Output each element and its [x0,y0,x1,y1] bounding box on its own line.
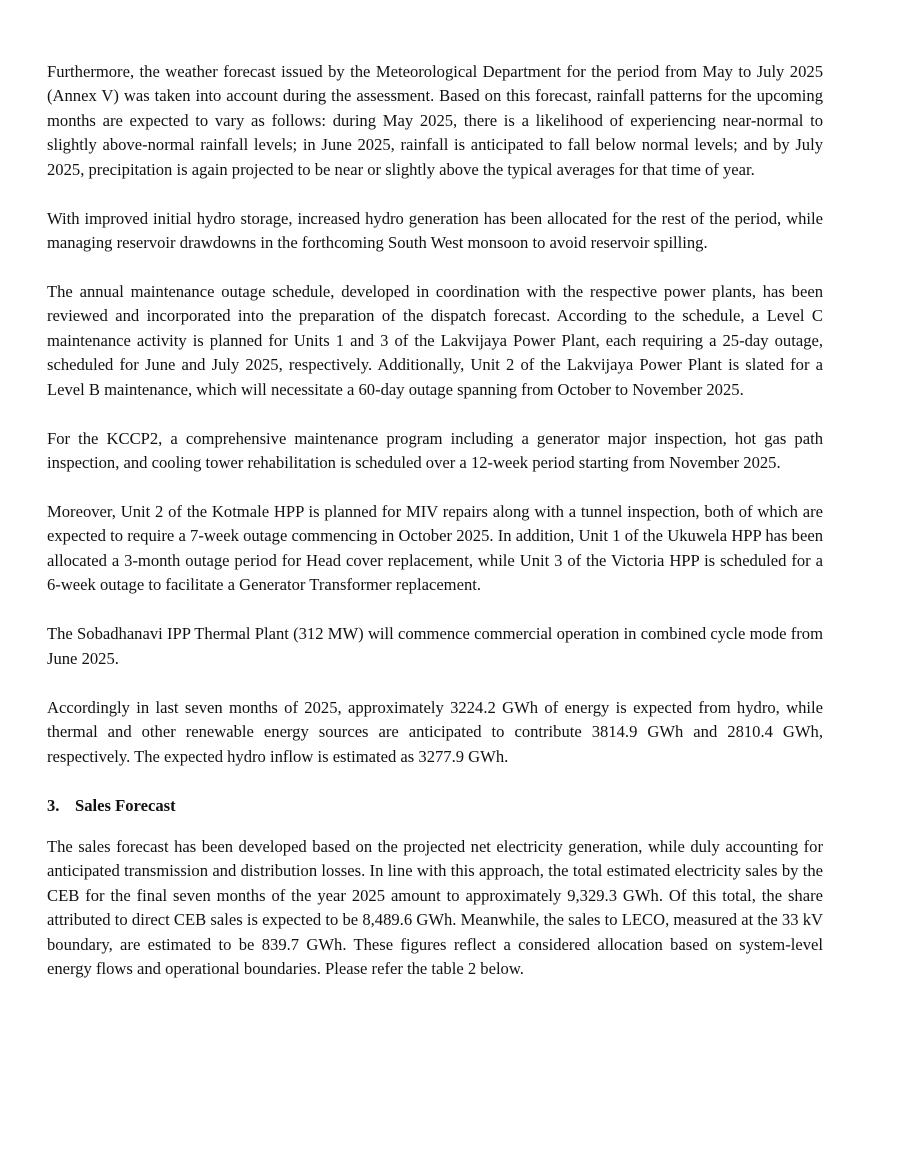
section-heading [47,794,823,818]
paragraph-kccp2: For the KCCP2, a comprehensive maintenance program including a generator major inspection, hot gas path inspection, and cooling tower rehabilitation is scheduled over a 12-week period starting from November 2025. [47,428,823,473]
section-number: 3. [47,795,60,815]
paragraph-hydro-storage: With improved initial hydro storage, increased hydro generation has been allocated for the rest of the period, while managing reservoir drawdowns in the forthcoming South West monsoon to avoid reservoir spilling. [47,208,823,253]
paragraph-weather-forecast: Furthermore, the weather forecast issued by the Meteorological Department for the period from May to July 2025 (Annex V) was taken into account during the assessment. Based on this forecast, rainfall patterns for the upcoming months are expected to vary as follows: during May 2025, there is a likelihood of experiencing near-normal to slightly above-normal rainfall levels; in June 2025, rainfall is anticipated to fall below normal levels; and by July 2025, precipitation is again projected to be near or slightly above the typical averages for that time of year. [47,62,823,179]
paragraph-sales-forecast: The sales forecast has been developed based on the projected net electricity generation, while duly accounting for anticipated transmission and distribution losses. In line with this approach, the total estimated electricity sales by the CEB for the final seven months of the year 2025 amount to approximately 9,329.3 GWh. Of this total, the share attributed to direct CEB sales is expected to be 8,489.6 GWh. Meanwhile, the sales to LECO, measured at the 33 kV boundary, are estimated to be 839.7 GWh. These figures reflect a considered allocation based on system-level energy flows and operational boundaries. Please refer the table 2 below. [47,836,823,978]
paragraph-energy-summary: Accordingly in last seven months of 2025, approximately 3224.2 GWh of energy is expected from hydro, while thermal and other renewable energy sources are anticipated to contribute 3814.9 GWh and 2810.4 GWh, respectively. The expected hydro inflow is estimated as 3277.9 GWh. [47,697,823,766]
paragraph-maintenance-schedule: The annual maintenance outage schedule, developed in coordination with the respective power plants, has been reviewed and incorporated into the preparation of the dispatch forecast. According to the schedule, a Level C maintenance activity is planned for Units 1 and 3 of the Lakvijaya Power Plant, each requiring a 25-day outage, scheduled for June and July 2025, respectively. Additionally, Unit 2 of the Lakvijaya Power Plant is slated for a Level B maintenance, which will necessitate a 60-day outage spanning from October to November 2025. [47,282,823,399]
document-page [47,60,823,1006]
paragraph-sobadhanavi: The Sobadhanavi IPP Thermal Plant (312 MW) will commence commercial operation in combined cycle mode from June 2025. [47,624,823,668]
section-title: Sales Forecast [75,795,176,815]
paragraph-hpp-outages: Moreover, Unit 2 of the Kotmale HPP is planned for MIV repairs along with a tunnel inspection, both of which are expected to require a 7-week outage commencing in October 2025. In addition, Unit 1 of the Ukuwela HPP has been allocated a 3-month outage period for Head cover replacement, while Unit 3 of the Victoria HPP is scheduled for a 6-week outage to facilitate a Generator Transformer replacement. [47,502,823,595]
